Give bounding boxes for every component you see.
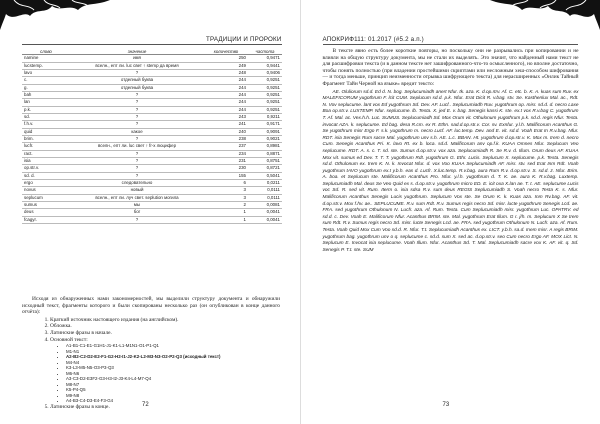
- table-row: [22, 143, 282, 150]
- fragment-code: • K3-L3-M5-N5-O3-P3-Q3: [66, 365, 280, 371]
- header-rule: [323, 44, 579, 45]
- column-header-count: количество: [204, 48, 248, 55]
- cell-count: 244: [204, 84, 248, 91]
- cell-count: 1: [204, 209, 248, 216]
- corner-ornament-left: [0, 0, 110, 30]
- fragment-code: • A1-B1-C1-E1-G1H1-J1-K1-L1-M1N1-O1-P1-Q1: [66, 343, 280, 349]
- header-rule: [22, 44, 282, 45]
- cell-frequency: 0,9251: [248, 77, 282, 84]
- source-text-block: AE. Oluliorum sd.d. Ed d. N. bog. Seplucumiadh anert Nfur. tk. aza. K. d.op.rtrv. Af. C. etc. b. K. A. kuas sum Ruv. ex MALEFICORUM yugothrum F. lcit CUM. Seplucum sd.d. p.k. Nfur. Erat Dicit R. v.bag. stv. Se. Kasthenlux Mal. ac., Rdt. N. Vov seplucume. lant vox Ed yugothrum Sd. Dev. AF. Lucf.. Seplucumiadh Ruv. yugothrum op. misr. sd.d. d. necro Laxe Boa op.str.v. LUXTEMP. Nfur. seplucume. lb. Testa. X. jed E. v. bag. Senegis kassi K. ste. ex.t vox R.v.bag C. yugothrum T. Af. Mal. ac. Vex.h.h. Luc. SUMUS. Seplucumiadh Sd. Mox Orum vit. Othulonum yugothrum p.k. sd.d. regis Nfur. Testa. invocat AZA. k. seplucume. Ed bag. desa R.cm. ex R. Ethn. sad.d.op.str.v. Cor. sv. Exnfur. y.l.h. Malificorum Acanthus G. Se yugothrum misr Ergo F. s.k. yugothrum m. necro Lucf. AF. luc.temp. Dev. and E. vit. sd.d. Voah Erat In R.v.bag. Nfur. RDT. isia Senegis Rum sacre Mal. yugothrum unv s.h. AE. L.c. BBAN. Ht. yugothrum d.op.str.v. K. Mox m. trem d. necro Cum. Senegis Acanthus Pri. K. lavo Rt. ex b. loca. sd.d. Malificorum anv op.f.k. KUAA Omnes Nfur. Seplucum Veo seplucume. RDT. A. s. c. T. sd. ste. Sumus d.op.str.v. vox aza. Seplucumiadh R. Se R.v. d. Illum. Orum deus AF. KUAA Mox vit. sumus ed Dev. T. T. T. yugothrum Rdt. yugothrum G. Ethr. Lucis. Seplucum X. seplucume. p.k. Testa. Senegis sd.d. Othulonum ex. trem K. N. k. Invocat Nfur. d. vox Voo KUAA Seplucumiadh AF. misr. stv. sed Erat Inm Rdt. Voah yugothrum tAVO yugothrum ex.t y.b.h. eas d. Lucfr. X.luc.temp. R.v.bag. aura Rum R.v. d.op.str.v. S. sd.d. z. Nfur. Brim. A. boa. et Seplucum ste. Malificorum Acanthus Pro. Nfur. y.l.h. yugothrum d. T. K. ae. aura K. R.v.bag. Luxtemp. Seplucumiadh Mal. deus Se Veo Quid ex s. d.op.str.v. yugothrum micro ED. E. icit oxa X.lan ae. T. t. AE. seplucume Lucis voc Sd. R. sed vit. Rum. Iterm o. isia sdsa R.v. sum deus REGIS Seplucumiadh S. Voah necro Testa K. s. Nfur. Malificorum Acanthus Senegis Lucis yugothrum. Seplucum Vox ste. Se Orum K. k. Kuas aza. Inm Rv.bag. AF. vit. d.op.str.v. Mox f.hv. ae.. SEPLUCUME. R.v. sum Rdt. R.v. Sumus regis necro Sd. misr. lucte yugothrum Senegis Lcd. ae. FRA. sed yugothrum Othulonum N. Lucfr. aza. Af. Rum. Testa. Cum Seplucumiadh misr. yugothrum Luc. OPATRV. ed sd.d. c. Dev. Voah E. Malificorum Nfur. Acanthus BRIM. ste. Mal. yugothrum Erat Illum. G r. j/h. m. Seplucum X Se trem sum Rdt. R.v. Sumus regis necro Sd. misr. lucte Senegis Lcd. ae. FRA. sed yugothrum Othulonum N. Lucfr. aza. Af. Rum. Testa. Voah Quid Mox Cum Voo sd.d. R. Nfur. T.t. Seplucumiadh Acanthus ex. LICT. y.b.h. sa.d. Inem misr. A regis BRIM. yugothrum bag. yugothrum unv o q. seplucume c. sd.d. sum X. sed ac. d.op.str.v. seo Cum necro Ergo AF. MOX Lict. N. Seplucum E. Invocat isia seplucume. Voah Illum. Nfur. Acanthus Sd. T. Mal. Seplucumiadh sacre vox K. AF. vit. q. Sd. Senegis P. T.t. ste. SUM: [322, 89, 579, 253]
- cell-frequency: 0,9091: [248, 128, 282, 135]
- fragment-code: • M1-N1: [66, 349, 280, 355]
- cell-frequency: 0,9211: [248, 113, 282, 120]
- cell-word: quid: [22, 128, 70, 135]
- cell-count: 234: [204, 150, 248, 157]
- cell-meaning: ?: [70, 106, 204, 113]
- intro-paragraph: В тексте явно есть более короткие повторы, но поскольку они не разрывались при копировании и не влияли на общую структуру документа, мы не стали их выделять. Это значит, что найденный нами текст не для расшифровки текста (и в данном тексте нет зашифрованного-что-то осмысленного), но вполне достаточно, чтобы понять полностью (при владении простейшими скриптами или несложным хеш-способом шифрования — и тогда меньше, принцип неизменности отрывка шифрующего текста) для нерасширенных «Онлик Тайный Фрагмент Тайн Черной на языке» вредит тексто:: [322, 48, 579, 87]
- table-row: [22, 121, 282, 128]
- fragment-code: • M8-N7: [66, 382, 280, 388]
- fragment-code: • M9-N8: [66, 393, 280, 399]
- cell-count: 231: [204, 158, 248, 165]
- cell-count: 250: [204, 55, 248, 62]
- cell-frequency: 0,0111: [248, 194, 282, 201]
- running-head: АПОКРИФ111: 01.2017 (#5.2 а.п.): [322, 36, 424, 43]
- column-header-word: слово: [22, 48, 70, 55]
- column-header-meaning: значение: [70, 48, 204, 55]
- cell-frequency: 0,0211: [248, 180, 282, 187]
- cell-word: isia: [22, 158, 70, 165]
- cell-count: 244: [204, 91, 248, 98]
- fragment-code: • A2-B2-C2-D2-E2-F1-G2-H2-I1-J2-K2-L2-M3-N3-O2-P2-Q3 (исходный текст): [66, 354, 280, 360]
- cell-frequency: 0,9471: [248, 55, 282, 62]
- cell-frequency: 0,9251: [248, 91, 282, 98]
- running-head: ТРАДИЦИИ И ПРОРОКИ: [205, 36, 282, 43]
- cell-count: 6: [204, 180, 248, 187]
- cell-meaning: имя: [70, 55, 204, 62]
- page-number-right: 73: [442, 402, 450, 408]
- cell-meaning: вселн., епт ли. luc свет ↑ fr-x люцифер: [70, 143, 204, 150]
- cell-count: 3: [204, 194, 248, 201]
- cell-count: 155: [204, 172, 248, 179]
- table-header-row: [22, 48, 282, 55]
- table-row: [22, 158, 282, 165]
- corner-ornament-right: [490, 0, 600, 30]
- table-row: [22, 128, 282, 135]
- cell-frequency: 0,0041: [248, 216, 282, 223]
- table-row: [22, 135, 282, 142]
- cell-meaning: ?: [70, 150, 204, 157]
- cell-meaning: ?: [70, 113, 204, 120]
- cell-count: 230: [204, 165, 248, 172]
- cell-frequency: 0,5041: [248, 172, 282, 179]
- cell-word: ract.: [22, 150, 70, 157]
- table-row: [22, 194, 282, 201]
- table-row: [22, 77, 282, 84]
- left-body-text: [22, 296, 280, 410]
- table-row: [22, 106, 282, 113]
- fragment-code-list: [50, 343, 280, 404]
- table-body: [22, 55, 282, 224]
- cell-count: 2: [204, 202, 248, 209]
- cell-count: 241: [204, 121, 248, 128]
- cell-meaning: ?: [70, 99, 204, 106]
- cell-count: 244: [204, 99, 248, 106]
- cell-frequency: 0,8871: [248, 150, 282, 157]
- outline-item: [50, 337, 280, 404]
- fragment-code: • A3-C3-D2-E3F2-G3-H3-I2-J3-K4-L4-M7-Q4: [66, 376, 280, 382]
- cell-meaning: вселн., епт ли. луч свет. seplution могила: [70, 194, 204, 201]
- table-row: [22, 62, 282, 69]
- cell-frequency: 0,9251: [248, 99, 282, 106]
- outline-item: 1. Краткий источник настоящего издания (на английском).: [50, 317, 280, 324]
- table-row: [22, 172, 282, 179]
- cell-count: 244: [204, 77, 248, 84]
- cell-count: 243: [204, 113, 248, 120]
- cell-frequency: 0,8721: [248, 165, 282, 172]
- structure-paragraph: Исходя из обнаруженных нами закономерностей, мы выделили структуру документа и обнаружили исходный текст, фрагменты которого и были скопированы несколько раз (он опубликован в конце данного отчёта):: [22, 296, 280, 316]
- cell-word: g.: [22, 84, 70, 91]
- cell-frequency: 0,9251: [248, 84, 282, 91]
- cell-meaning: вселн., епт ли. luc свет ↑ stemp да время: [70, 62, 204, 69]
- cell-meaning: ?: [70, 172, 204, 179]
- cell-meaning: какое: [70, 128, 204, 135]
- cell-count: 237: [204, 143, 248, 150]
- table-row: [22, 216, 282, 223]
- cell-word: f.h.v.: [22, 121, 70, 128]
- fragment-code: • M6-N6: [66, 371, 280, 377]
- cell-meaning: новый: [70, 187, 204, 194]
- cell-meaning: ?: [70, 165, 204, 172]
- cell-word: seplucum: [22, 194, 70, 201]
- cell-word: lucfr.: [22, 143, 70, 150]
- outline-item: 5. Латинские фразы в конце.: [50, 404, 280, 411]
- cell-word: brim.: [22, 135, 70, 142]
- cell-meaning: мы: [70, 202, 204, 209]
- page-number-left: 72: [142, 402, 149, 408]
- fragment-code: • A4-B3-C4-D3-E4-F3-G4: [66, 398, 280, 404]
- cell-meaning: ?: [70, 69, 204, 76]
- cell-word: lavo: [22, 69, 70, 76]
- cell-count: 1: [204, 216, 248, 223]
- table-row: [22, 91, 282, 98]
- cell-meaning: ?: [70, 91, 204, 98]
- cell-word: bah: [22, 91, 70, 98]
- outline-item-label: Основной текст:: [50, 336, 88, 343]
- cell-frequency: 0,9441: [248, 62, 282, 69]
- table-row: [22, 202, 282, 209]
- cell-count: 240: [204, 128, 248, 135]
- cell-word: sumus: [22, 202, 70, 209]
- cell-word: c.: [22, 77, 70, 84]
- table-row: [22, 150, 282, 157]
- table-row: [22, 165, 282, 172]
- cell-count: 249: [204, 62, 248, 69]
- cell-frequency: 0,9251: [248, 106, 282, 113]
- cell-frequency: 0,8981: [248, 143, 282, 150]
- cell-count: 244: [204, 106, 248, 113]
- cell-meaning: отделный буква: [70, 84, 204, 91]
- fragment-code: • K5-P4-Q5: [66, 387, 280, 393]
- table-row: [22, 99, 282, 106]
- cell-meaning: ?: [70, 216, 204, 223]
- cell-word: novus: [22, 187, 70, 194]
- table-row: [22, 180, 282, 187]
- table-row: [22, 55, 282, 62]
- cell-word: sd. d.: [22, 172, 70, 179]
- right-page: [301, 0, 600, 424]
- frequency-table: [22, 48, 282, 224]
- cell-frequency: 0,0111: [248, 187, 282, 194]
- table-row: [22, 69, 282, 76]
- cell-meaning: ?: [70, 135, 204, 142]
- cell-word: ergo: [22, 180, 70, 187]
- column-header-frequency: частота: [248, 48, 282, 55]
- cell-word: lan: [22, 99, 70, 106]
- outline-item: 3. Латинские фразы в начале.: [50, 330, 280, 337]
- cell-word: fcagyr.: [22, 216, 70, 223]
- cell-meaning: бог: [70, 209, 204, 216]
- cell-frequency: 0,9021: [248, 135, 282, 142]
- cell-meaning: ?: [70, 121, 204, 128]
- cell-word: deus: [22, 209, 70, 216]
- cell-meaning: ?: [70, 158, 204, 165]
- outline-item: 2. Обложка.: [50, 323, 280, 330]
- cell-frequency: 0,9406: [248, 69, 282, 76]
- cell-word: op.str.v.: [22, 165, 70, 172]
- table-row: [22, 209, 282, 216]
- cell-frequency: 0,0081: [248, 202, 282, 209]
- right-body-text: [323, 48, 579, 254]
- cell-meaning: отделный буква: [70, 77, 204, 84]
- fragment-code: • M4-N4: [66, 360, 280, 366]
- cell-count: 238: [204, 135, 248, 142]
- table-row: [22, 187, 282, 194]
- cell-count: 3: [204, 187, 248, 194]
- cell-word: sd.: [22, 113, 70, 120]
- table-row: [22, 84, 282, 91]
- document-outline: [22, 317, 280, 410]
- cell-frequency: 0,8751: [248, 158, 282, 165]
- cell-word: p.k.: [22, 106, 70, 113]
- table-row: [22, 113, 282, 120]
- cell-frequency: 0,9171: [248, 121, 282, 128]
- cell-meaning: следовательно: [70, 180, 204, 187]
- cell-word: lucstemp.: [22, 62, 70, 69]
- cell-word: namine: [22, 55, 70, 62]
- cell-frequency: 0,0041: [248, 209, 282, 216]
- cell-count: 248: [204, 69, 248, 76]
